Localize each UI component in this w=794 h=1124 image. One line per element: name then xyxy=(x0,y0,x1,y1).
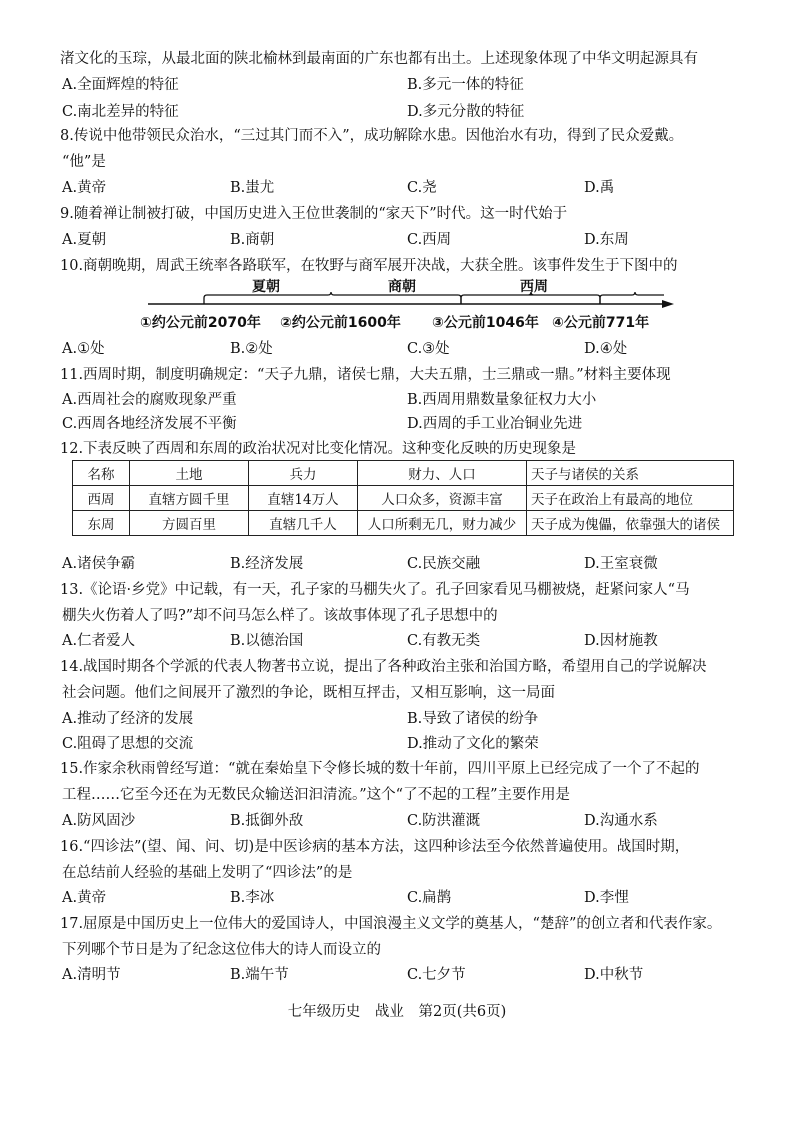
q10-option-c: C.③处 xyxy=(407,341,450,357)
q7-option-a: A.全面辉煌的特征 xyxy=(62,77,179,93)
q12-option-d: D.王室衰微 xyxy=(584,556,658,572)
table-row xyxy=(73,486,734,511)
table-cell: 直辖14万人 xyxy=(249,486,358,511)
q7-option-b: B.多元一体的特征 xyxy=(407,77,524,93)
table-cell: 直辖几千人 xyxy=(249,511,358,536)
q7-option-c: C.南北差异的特征 xyxy=(62,104,179,120)
table-header: 财力、人口 xyxy=(358,461,527,486)
q8-option-b: B.蚩尤 xyxy=(230,180,275,196)
q11-option-d: D.西周的手工业冶铜业先进 xyxy=(407,416,583,432)
timeline-period-shang: 商朝 xyxy=(388,279,416,295)
q7-option-d: D.多元分散的特征 xyxy=(407,104,525,120)
timeline-point-3: ③公元前1046年 xyxy=(432,315,539,331)
footer-subject: 七年级历史 xyxy=(287,1004,361,1020)
q17-option-a: A.清明节 xyxy=(62,967,121,983)
q8-option-a: A.黄帝 xyxy=(62,180,107,196)
question-7-stem: 渚文化的玉琮，从最北面的陕北榆林到最南面的广东也都有出土。上述现象体现了中华文明起源具有 xyxy=(60,51,698,67)
q9-option-c: C.西周 xyxy=(407,232,452,248)
question-10-stem: 10.商朝晚期，周武王统率各路联军，在牧野与商军展开决战，大获全胜。该事件发生于下图中的 xyxy=(60,258,678,274)
table-header: 兵力 xyxy=(249,461,358,486)
question-12-stem: 12.下表反映了西周和东周的政治状况对比变化情况。这种变化反映的历史现象是 xyxy=(60,441,577,457)
q10-option-b: B.②处 xyxy=(230,341,273,357)
question-17-stem-cont: 下列哪个节日是为了纪念这位伟大的诗人而设立的 xyxy=(62,942,381,958)
footer-type: 战业 xyxy=(374,1004,404,1020)
table-cell: 天子在政治上有最高的地位 xyxy=(527,486,734,511)
q8-option-c: C.尧 xyxy=(407,180,437,196)
q11-option-b: B.西周用鼎数量象征权力大小 xyxy=(407,392,597,408)
q16-option-a: A.黄帝 xyxy=(62,890,107,906)
q13-option-d: D.因材施教 xyxy=(584,633,658,649)
timeline-period-xia: 夏朝 xyxy=(252,279,280,295)
q16-option-d: D.李悝 xyxy=(584,890,629,906)
table-cell: 东周 xyxy=(73,511,130,536)
question-13-stem: 13.《论语·乡党》中记载，有一天，孔子家的马棚失火了。孔子回家看见马棚被烧，赶紧问家人“马 xyxy=(60,582,690,598)
table-cell: 人口所剩无几，财力减少 xyxy=(358,511,527,536)
q17-option-d: D.中秋节 xyxy=(584,967,644,983)
q13-option-c: C.有教无类 xyxy=(407,633,481,649)
q17-option-b: B.端午节 xyxy=(230,967,289,983)
q9-option-b: B.商朝 xyxy=(230,232,275,248)
q11-option-a: A.西周社会的腐败现象严重 xyxy=(62,392,237,408)
q17-option-c: C.七夕节 xyxy=(407,967,466,983)
question-9-stem: 9.随着禅让制被打破，中国历史进入王位世袭制的“家天下”时代。这一时代始于 xyxy=(60,206,568,222)
q13-option-a: A.仁者爱人 xyxy=(62,633,136,649)
question-8-stem-cont: “他”是 xyxy=(62,154,106,170)
q15-option-d: D.沟通水系 xyxy=(584,813,658,829)
comparison-table xyxy=(72,460,734,536)
footer-page-number: 第2页(共6页) xyxy=(418,1004,507,1020)
timeline-point-4: ④公元前771年 xyxy=(552,315,650,331)
page-footer xyxy=(0,1000,794,1021)
table-cell: 人口众多，资源丰富 xyxy=(358,486,527,511)
question-15-stem-cont: 工程……它至今还在为无数民众输送汩汩清流。”这个“了不起的工程”主要作用是 xyxy=(62,787,570,803)
table-cell: 天子成为傀儡，依靠强大的诸侯 xyxy=(527,511,734,536)
question-16-stem: 16.“四诊法”(望、闻、问、切)是中医诊病的基本方法，这四种诊法至今依然普遍使用。战国时期， xyxy=(60,839,690,855)
table-cell: 直辖方圆千里 xyxy=(130,486,249,511)
question-14-stem-cont: 社会问题。他们之间展开了激烈的争论，既相互抨击，又相互影响，这一局面 xyxy=(62,685,555,701)
timeline-period-western-zhou: 西周 xyxy=(520,279,548,295)
timeline-point-2: ②约公元前1600年 xyxy=(280,315,401,331)
q12-option-b: B.经济发展 xyxy=(230,556,304,572)
q8-option-d: D.禹 xyxy=(584,180,615,196)
q12-option-c: C.民族交融 xyxy=(407,556,481,572)
q10-option-a: A.①处 xyxy=(62,341,105,357)
question-14-stem: 14.战国时期各个学派的代表人物著书立说，提出了各种政治主张和治国方略，希望用自己的学说解决 xyxy=(60,659,707,675)
q16-option-b: B.李冰 xyxy=(230,890,275,906)
q15-option-a: A.防风固沙 xyxy=(62,813,136,829)
question-17-stem: 17.屈原是中国历史上一位伟大的爱国诗人，中国浪漫主义文学的奠基人，“楚辞”的创立者和代表作家。 xyxy=(60,916,722,932)
question-16-stem-cont: 在总结前人经验的基础上发明了“四诊法”的是 xyxy=(62,865,353,881)
question-11-stem: 11.西周时期，制度明确规定：“天子九鼎，诸侯七鼎，大夫五鼎，士三鼎或一鼎。”材料主要体现 xyxy=(60,367,671,383)
q12-option-a: A.诸侯争霸 xyxy=(62,556,136,572)
q15-option-b: B.抵御外敌 xyxy=(230,813,304,829)
table-row xyxy=(73,511,734,536)
q13-option-b: B.以德治国 xyxy=(230,633,304,649)
table-header: 名称 xyxy=(73,461,130,486)
dynasty-timeline xyxy=(140,276,680,338)
table-cell: 方圆百里 xyxy=(130,511,249,536)
question-8-stem: 8.传说中他带领民众治水，“三过其门而不入”，成功解除水患。因他治水有功，得到了民众爱戴。 xyxy=(60,128,684,144)
question-15-stem: 15.作家余秋雨曾经写道：“就在秦始皇下令修长城的数十年前，四川平原上已经完成了一个了不起的 xyxy=(60,761,700,777)
q15-option-c: C.防洪灌溉 xyxy=(407,813,481,829)
table-header-row xyxy=(73,461,734,486)
q16-option-c: C.扁鹊 xyxy=(407,890,452,906)
q11-option-c: C.西周各地经济发展不平衡 xyxy=(62,416,237,432)
table-header: 土地 xyxy=(130,461,249,486)
q9-option-a: A.夏朝 xyxy=(62,232,107,248)
q14-option-b: B.导致了诸侯的纷争 xyxy=(407,711,539,727)
timeline-point-1: ①约公元前2070年 xyxy=(140,315,261,331)
table-cell: 西周 xyxy=(73,486,130,511)
q14-option-d: D.推动了文化的繁荣 xyxy=(407,736,539,752)
table-header: 天子与诸侯的关系 xyxy=(527,461,734,486)
q14-option-c: C.阻碍了思想的交流 xyxy=(62,736,194,752)
question-13-stem-cont: 棚失火伤着人了吗?”却不问马怎么样了。该故事体现了孔子思想中的 xyxy=(62,608,498,624)
q9-option-d: D.东周 xyxy=(584,232,629,248)
q14-option-a: A.推动了经济的发展 xyxy=(62,711,194,727)
q10-option-d: D.④处 xyxy=(584,341,628,357)
